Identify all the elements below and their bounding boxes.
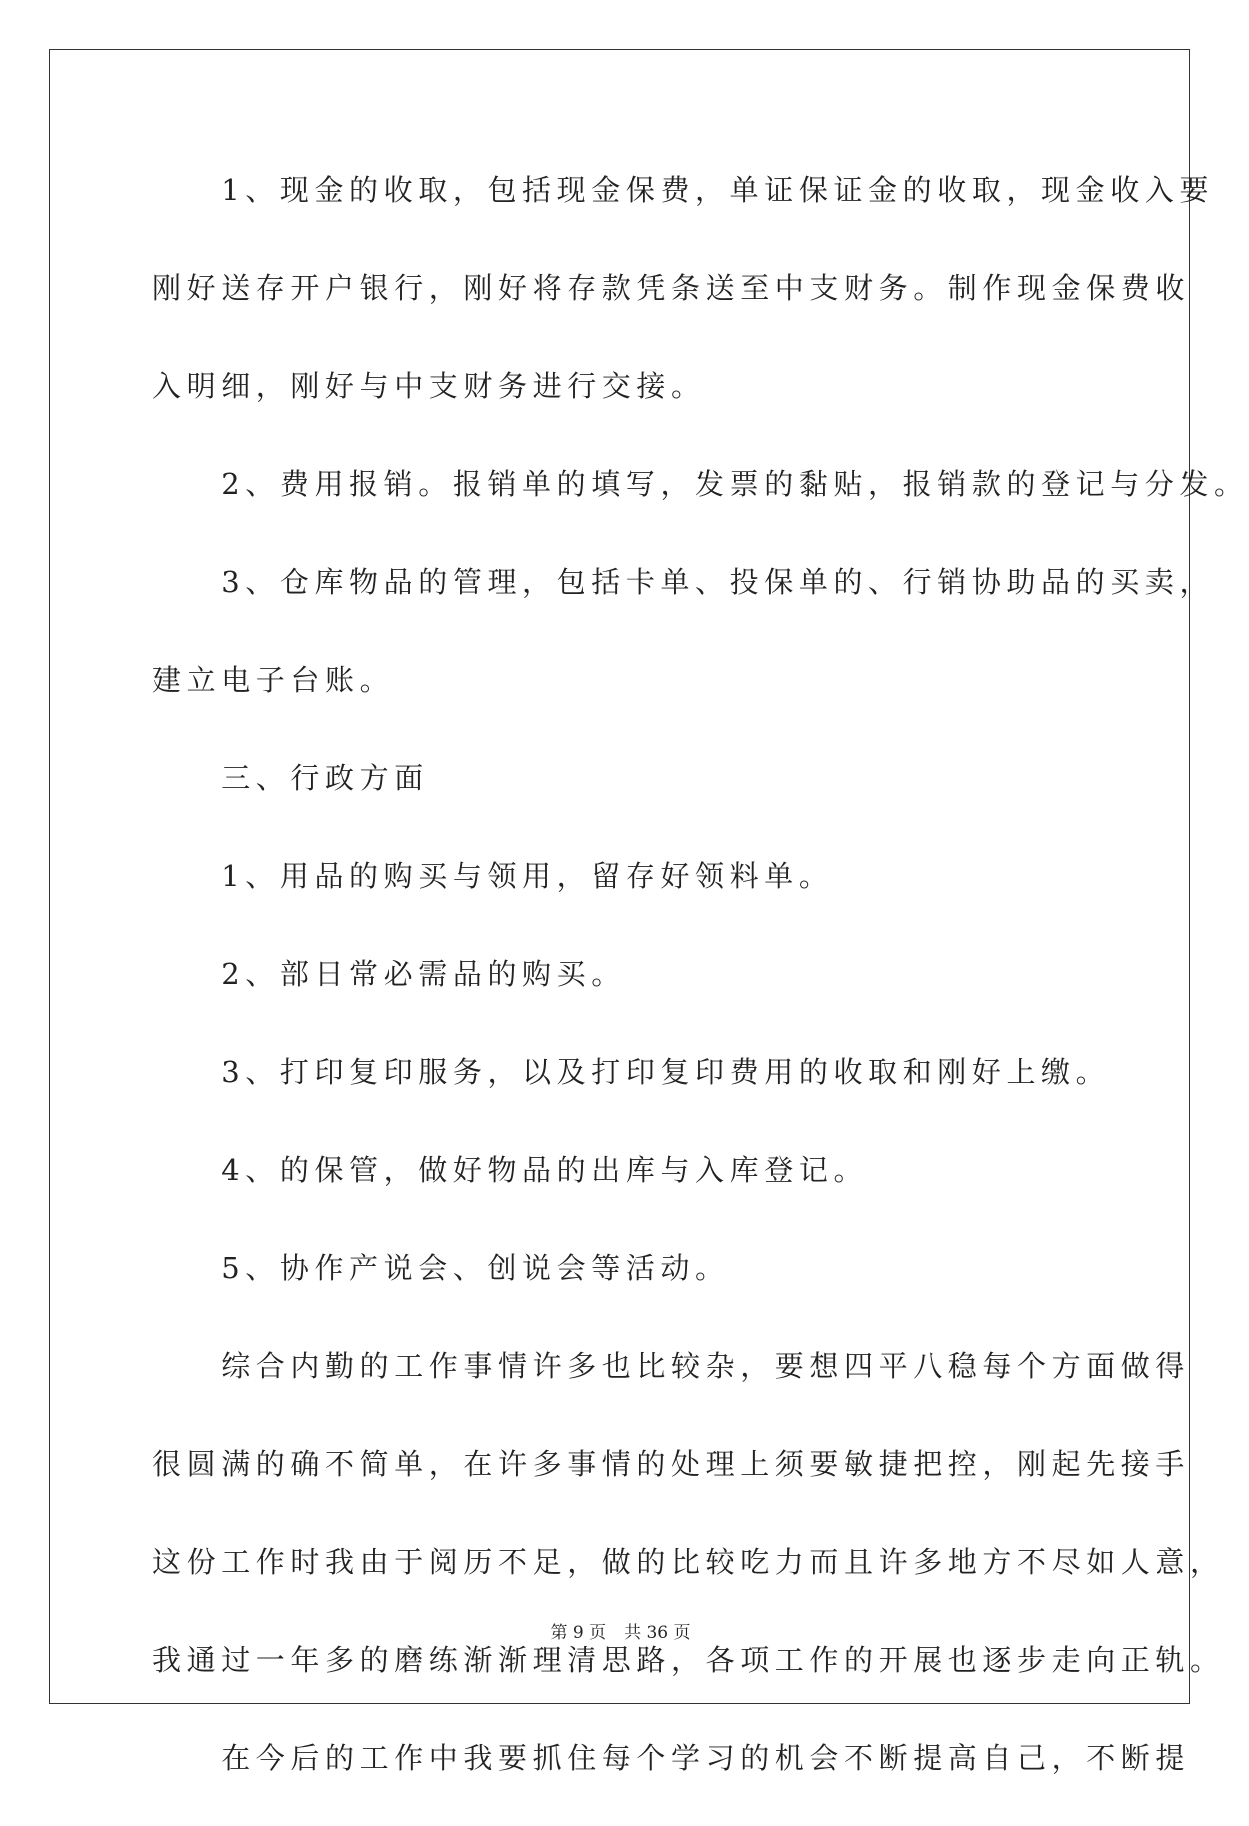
text-line: 2、费用报销。报销单的填写，发票的黏贴，报销款的登记与分发。 xyxy=(152,467,1249,501)
text-line: 建立电子台账。 xyxy=(152,663,395,697)
text-line: 刚好送存开户银行，刚好将存款凭条送至中支财务。制作现金保费收 xyxy=(152,271,1191,305)
text-line: 很圆满的确不简单，在许多事情的处理上须要敏捷把控，刚起先接手 xyxy=(152,1447,1191,1481)
text-line: 5、协作产说会、创说会等活动。 xyxy=(152,1251,730,1285)
text-line: 在今后的工作中我要抓住每个学习的机会不断提高自己，不断提 xyxy=(152,1741,1191,1775)
text-line: 我通过一年多的磨练渐渐理清思路，各项工作的开展也逐步走向正轨。 xyxy=(152,1643,1225,1677)
page-total: 共 36 页 xyxy=(624,1623,691,1643)
document-body xyxy=(152,160,1249,1826)
text-line: 入明细，刚好与中支财务进行交接。 xyxy=(152,369,706,403)
text-line: 2、部日常必需品的购买。 xyxy=(152,957,626,991)
text-line: 4、的保管，做好物品的出库与入库登记。 xyxy=(152,1153,869,1187)
page-footer xyxy=(0,1622,1241,1644)
page-number: 第 9 页 xyxy=(550,1623,607,1643)
section-heading: 三、行政方面 xyxy=(152,761,429,795)
text-line: 综合内勤的工作事情许多也比较杂，要想四平八稳每个方面做得 xyxy=(152,1349,1191,1383)
text-line: 1、现金的收取，包括现金保费，单证保证金的收取，现金收入要 xyxy=(152,173,1215,207)
text-line: 3、打印复印服务，以及打印复印费用的收取和刚好上缴。 xyxy=(152,1055,1111,1089)
text-line: 这份工作时我由于阅历不足，做的比较吃力而且许多地方不尽如人意， xyxy=(152,1545,1225,1579)
text-line: 1、用品的购买与领用，留存好领料单。 xyxy=(152,859,834,893)
text-line: 3、仓库物品的管理，包括卡单、投保单的、行销协助品的买卖， xyxy=(152,565,1215,599)
